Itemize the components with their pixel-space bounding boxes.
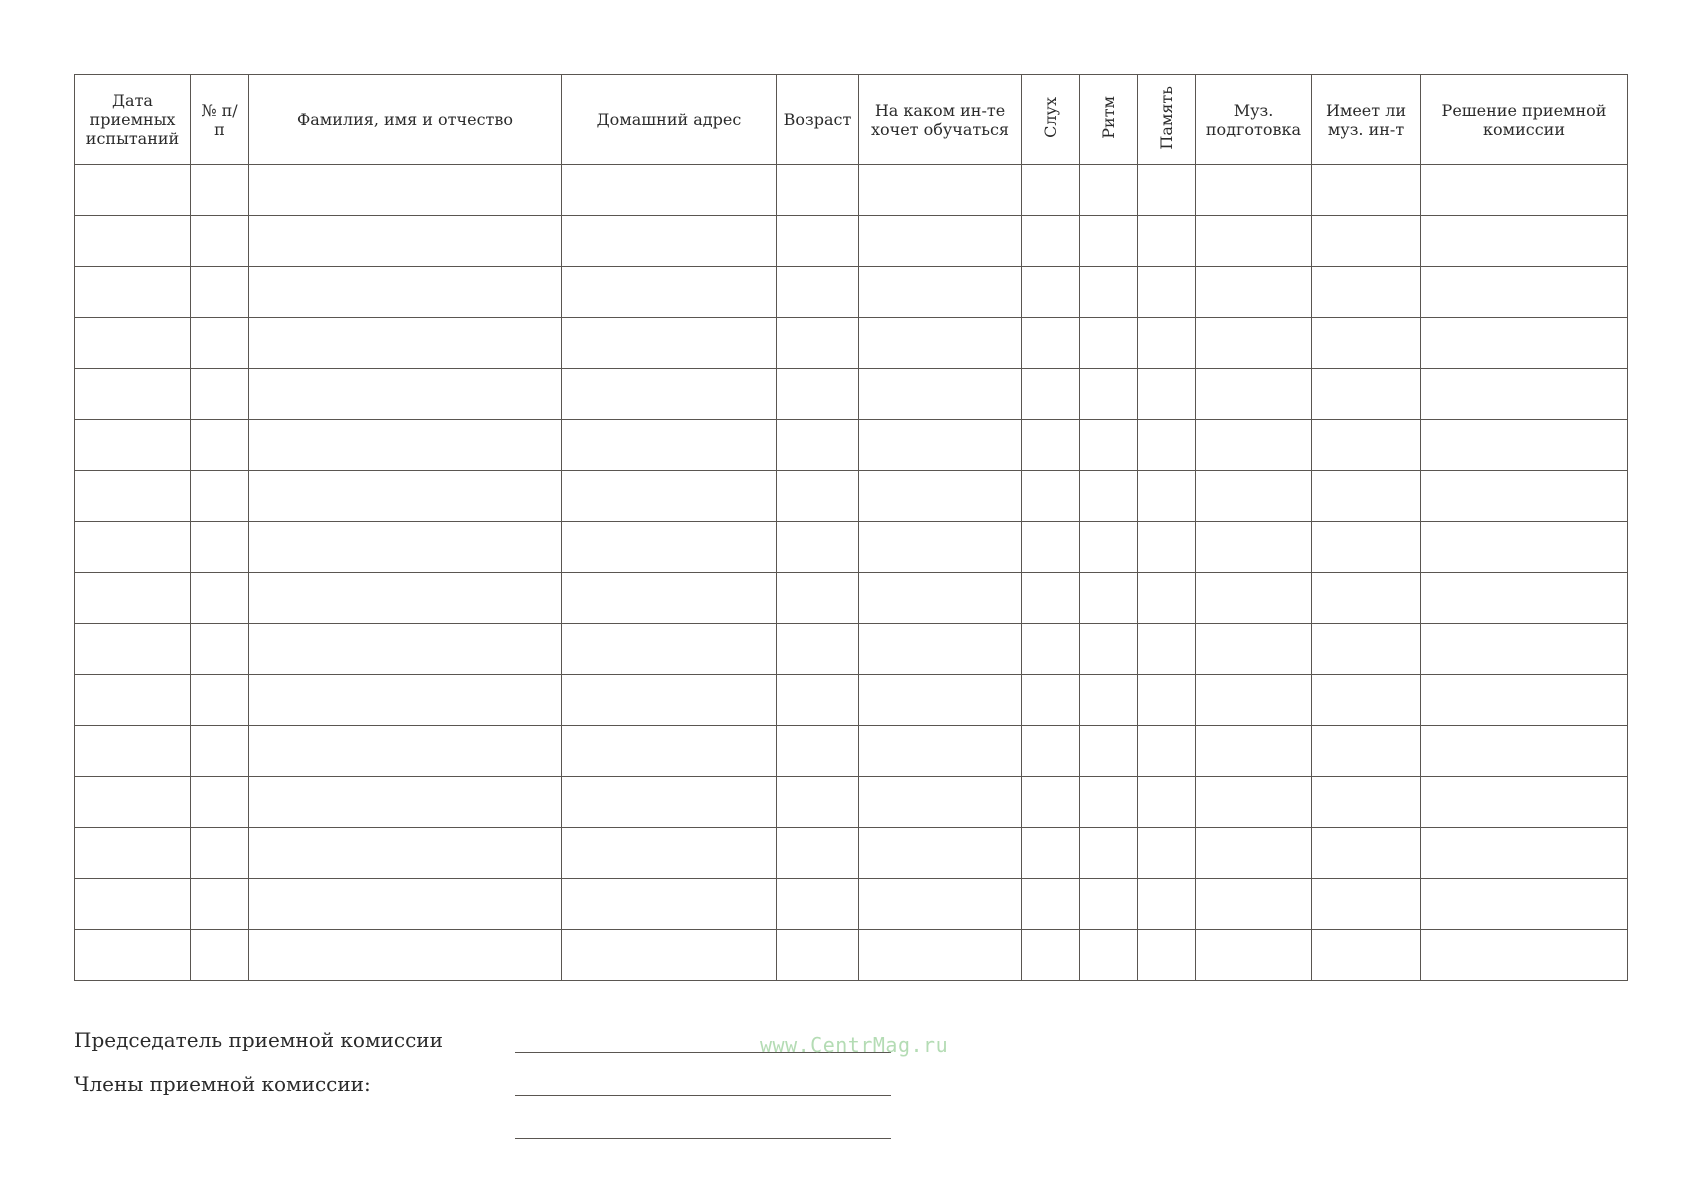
cell-music-prep[interactable] (1196, 420, 1312, 471)
table-row (75, 573, 1628, 624)
cell-has-instrument[interactable] (1312, 624, 1421, 675)
cell-memory[interactable] (1138, 879, 1196, 930)
cell-music-prep[interactable] (1196, 318, 1312, 369)
cell-rhythm[interactable] (1080, 216, 1138, 267)
table-row (75, 471, 1628, 522)
cell-decision[interactable] (1421, 828, 1628, 879)
cell-has-instrument[interactable] (1312, 573, 1421, 624)
table-row (75, 624, 1628, 675)
cell-decision[interactable] (1421, 573, 1628, 624)
col-header-rhythm: Ритм (1080, 75, 1138, 165)
cell-rhythm[interactable] (1080, 930, 1138, 981)
cell-date[interactable] (75, 420, 191, 471)
cell-name[interactable] (249, 624, 562, 675)
cell-instrument[interactable] (859, 165, 1022, 216)
cell-hearing[interactable] (1022, 420, 1080, 471)
cell-instrument[interactable] (859, 879, 1022, 930)
col-header-home-address: Домашний адрес (562, 75, 777, 165)
cell-instrument[interactable] (859, 828, 1022, 879)
cell-num[interactable] (191, 675, 249, 726)
cell-music-prep[interactable] (1196, 930, 1312, 981)
cell-hearing[interactable] (1022, 879, 1080, 930)
table-row (75, 318, 1628, 369)
cell-address[interactable] (562, 675, 777, 726)
chairman-label: Председатель приемной комиссии (74, 1028, 443, 1052)
cell-music-prep[interactable] (1196, 624, 1312, 675)
cell-has-instrument[interactable] (1312, 522, 1421, 573)
cell-age[interactable] (777, 930, 859, 981)
col-header-memory: Память (1138, 75, 1196, 165)
cell-hearing[interactable] (1022, 675, 1080, 726)
cell-instrument[interactable] (859, 522, 1022, 573)
table-row (75, 777, 1628, 828)
cell-music-prep[interactable] (1196, 573, 1312, 624)
cell-address[interactable] (562, 828, 777, 879)
cell-music-prep[interactable] (1196, 522, 1312, 573)
cell-age[interactable] (777, 216, 859, 267)
watermark: www.CentrMag.ru (760, 1033, 949, 1057)
cell-name[interactable] (249, 420, 562, 471)
cell-num[interactable] (191, 420, 249, 471)
table-row (75, 267, 1628, 318)
admission-register-table (74, 74, 1628, 981)
cell-hearing[interactable] (1022, 318, 1080, 369)
cell-hearing[interactable] (1022, 471, 1080, 522)
cell-address[interactable] (562, 318, 777, 369)
cell-num[interactable] (191, 522, 249, 573)
cell-date[interactable] (75, 930, 191, 981)
cell-hearing[interactable] (1022, 369, 1080, 420)
cell-hearing[interactable] (1022, 777, 1080, 828)
cell-memory[interactable] (1138, 267, 1196, 318)
cell-rhythm[interactable] (1080, 369, 1138, 420)
cell-date[interactable] (75, 828, 191, 879)
cell-decision[interactable] (1421, 726, 1628, 777)
cell-decision[interactable] (1421, 624, 1628, 675)
col-header-commission-decision: Решение приемной комиссии (1421, 75, 1628, 165)
cell-date[interactable] (75, 165, 191, 216)
cell-music-prep[interactable] (1196, 165, 1312, 216)
cell-rhythm[interactable] (1080, 471, 1138, 522)
cell-memory[interactable] (1138, 675, 1196, 726)
cell-memory[interactable] (1138, 216, 1196, 267)
cell-has-instrument[interactable] (1312, 777, 1421, 828)
table-row (75, 165, 1628, 216)
cell-address[interactable] (562, 216, 777, 267)
cell-rhythm[interactable] (1080, 522, 1138, 573)
cell-name[interactable] (249, 777, 562, 828)
cell-age[interactable] (777, 318, 859, 369)
cell-hearing[interactable] (1022, 267, 1080, 318)
member-signature-line-2[interactable] (515, 1138, 891, 1139)
cell-date[interactable] (75, 624, 191, 675)
cell-date[interactable] (75, 318, 191, 369)
cell-rhythm[interactable] (1080, 318, 1138, 369)
table-row (75, 522, 1628, 573)
cell-age[interactable] (777, 573, 859, 624)
table-row (75, 879, 1628, 930)
table-row (75, 216, 1628, 267)
cell-music-prep[interactable] (1196, 675, 1312, 726)
cell-address[interactable] (562, 369, 777, 420)
cell-decision[interactable] (1421, 369, 1628, 420)
cell-num[interactable] (191, 267, 249, 318)
cell-age[interactable] (777, 420, 859, 471)
cell-memory[interactable] (1138, 165, 1196, 216)
cell-rhythm[interactable] (1080, 420, 1138, 471)
table-row (75, 675, 1628, 726)
cell-hearing[interactable] (1022, 624, 1080, 675)
col-header-hearing: Слух (1022, 75, 1080, 165)
cell-name[interactable] (249, 675, 562, 726)
cell-hearing[interactable] (1022, 930, 1080, 981)
cell-date[interactable] (75, 879, 191, 930)
table-body (75, 165, 1628, 981)
cell-date[interactable] (75, 675, 191, 726)
cell-num[interactable] (191, 369, 249, 420)
cell-name[interactable] (249, 726, 562, 777)
cell-memory[interactable] (1138, 828, 1196, 879)
cell-decision[interactable] (1421, 471, 1628, 522)
cell-address[interactable] (562, 165, 777, 216)
cell-music-prep[interactable] (1196, 879, 1312, 930)
col-header-full-name: Фамилия, имя и отчество (249, 75, 562, 165)
cell-age[interactable] (777, 879, 859, 930)
cell-memory[interactable] (1138, 369, 1196, 420)
cell-num[interactable] (191, 879, 249, 930)
col-header-has-instrument: Имеет ли муз. ин-т (1312, 75, 1421, 165)
cell-age[interactable] (777, 675, 859, 726)
cell-has-instrument[interactable] (1312, 675, 1421, 726)
cell-has-instrument[interactable] (1312, 216, 1421, 267)
cell-rhythm[interactable] (1080, 267, 1138, 318)
cell-date[interactable] (75, 216, 191, 267)
cell-decision[interactable] (1421, 216, 1628, 267)
cell-date[interactable] (75, 573, 191, 624)
cell-hearing[interactable] (1022, 165, 1080, 216)
cell-num[interactable] (191, 318, 249, 369)
col-header-music-preparation: Муз. подготовка (1196, 75, 1312, 165)
cell-age[interactable] (777, 777, 859, 828)
cell-memory[interactable] (1138, 471, 1196, 522)
cell-rhythm[interactable] (1080, 879, 1138, 930)
cell-age[interactable] (777, 624, 859, 675)
cell-address[interactable] (562, 522, 777, 573)
cell-memory[interactable] (1138, 573, 1196, 624)
cell-date[interactable] (75, 777, 191, 828)
cell-num[interactable] (191, 165, 249, 216)
cell-address[interactable] (562, 573, 777, 624)
cell-hearing[interactable] (1022, 726, 1080, 777)
cell-name[interactable] (249, 522, 562, 573)
cell-decision[interactable] (1421, 420, 1628, 471)
cell-rhythm[interactable] (1080, 777, 1138, 828)
cell-memory[interactable] (1138, 930, 1196, 981)
cell-music-prep[interactable] (1196, 726, 1312, 777)
cell-address[interactable] (562, 420, 777, 471)
cell-age[interactable] (777, 726, 859, 777)
cell-memory[interactable] (1138, 318, 1196, 369)
cell-rhythm[interactable] (1080, 573, 1138, 624)
cell-instrument[interactable] (859, 420, 1022, 471)
cell-date[interactable] (75, 522, 191, 573)
cell-music-prep[interactable] (1196, 777, 1312, 828)
cell-instrument[interactable] (859, 675, 1022, 726)
cell-name[interactable] (249, 471, 562, 522)
cell-num[interactable] (191, 828, 249, 879)
cell-name[interactable] (249, 828, 562, 879)
table-row (75, 828, 1628, 879)
cell-name[interactable] (249, 318, 562, 369)
cell-num[interactable] (191, 624, 249, 675)
col-header-age: Возраст (777, 75, 859, 165)
cell-num[interactable] (191, 216, 249, 267)
cell-address[interactable] (562, 267, 777, 318)
cell-music-prep[interactable] (1196, 216, 1312, 267)
cell-name[interactable] (249, 267, 562, 318)
cell-address[interactable] (562, 930, 777, 981)
cell-instrument[interactable] (859, 471, 1022, 522)
cell-has-instrument[interactable] (1312, 165, 1421, 216)
cell-has-instrument[interactable] (1312, 420, 1421, 471)
cell-decision[interactable] (1421, 879, 1628, 930)
cell-name[interactable] (249, 930, 562, 981)
cell-address[interactable] (562, 471, 777, 522)
cell-instrument[interactable] (859, 930, 1022, 981)
cell-memory[interactable] (1138, 522, 1196, 573)
cell-has-instrument[interactable] (1312, 726, 1421, 777)
table-row (75, 369, 1628, 420)
cell-music-prep[interactable] (1196, 471, 1312, 522)
cell-age[interactable] (777, 828, 859, 879)
cell-hearing[interactable] (1022, 522, 1080, 573)
cell-instrument[interactable] (859, 777, 1022, 828)
cell-has-instrument[interactable] (1312, 879, 1421, 930)
cell-rhythm[interactable] (1080, 165, 1138, 216)
cell-decision[interactable] (1421, 522, 1628, 573)
cell-instrument[interactable] (859, 318, 1022, 369)
cell-age[interactable] (777, 471, 859, 522)
cell-rhythm[interactable] (1080, 624, 1138, 675)
cell-num[interactable] (191, 930, 249, 981)
cell-name[interactable] (249, 165, 562, 216)
cell-age[interactable] (777, 369, 859, 420)
cell-date[interactable] (75, 267, 191, 318)
cell-address[interactable] (562, 879, 777, 930)
cell-has-instrument[interactable] (1312, 369, 1421, 420)
cell-rhythm[interactable] (1080, 726, 1138, 777)
cell-rhythm[interactable] (1080, 675, 1138, 726)
cell-memory[interactable] (1138, 777, 1196, 828)
col-header-date: Дата приемных испытаний (75, 75, 191, 165)
cell-date[interactable] (75, 726, 191, 777)
cell-memory[interactable] (1138, 726, 1196, 777)
cell-address[interactable] (562, 624, 777, 675)
cell-date[interactable] (75, 471, 191, 522)
cell-music-prep[interactable] (1196, 828, 1312, 879)
cell-rhythm[interactable] (1080, 828, 1138, 879)
members-label: Члены приемной комиссии: (74, 1072, 371, 1096)
cell-instrument[interactable] (859, 369, 1022, 420)
cell-age[interactable] (777, 522, 859, 573)
cell-has-instrument[interactable] (1312, 318, 1421, 369)
cell-decision[interactable] (1421, 165, 1628, 216)
cell-decision[interactable] (1421, 930, 1628, 981)
col-header-instrument: На каком ин-те хочет обучаться (859, 75, 1022, 165)
cell-instrument[interactable] (859, 624, 1022, 675)
member-signature-line-1[interactable] (515, 1095, 891, 1096)
cell-num[interactable] (191, 777, 249, 828)
cell-music-prep[interactable] (1196, 369, 1312, 420)
cell-decision[interactable] (1421, 675, 1628, 726)
cell-num[interactable] (191, 573, 249, 624)
cell-num[interactable] (191, 726, 249, 777)
cell-decision[interactable] (1421, 267, 1628, 318)
cell-age[interactable] (777, 165, 859, 216)
cell-memory[interactable] (1138, 420, 1196, 471)
cell-address[interactable] (562, 726, 777, 777)
col-header-number: № п/ п (191, 75, 249, 165)
cell-music-prep[interactable] (1196, 267, 1312, 318)
cell-name[interactable] (249, 573, 562, 624)
cell-name[interactable] (249, 879, 562, 930)
table-row (75, 726, 1628, 777)
table-header-row (75, 75, 1628, 165)
cell-num[interactable] (191, 471, 249, 522)
cell-age[interactable] (777, 267, 859, 318)
table-row (75, 930, 1628, 981)
cell-has-instrument[interactable] (1312, 267, 1421, 318)
cell-hearing[interactable] (1022, 216, 1080, 267)
cell-hearing[interactable] (1022, 573, 1080, 624)
cell-instrument[interactable] (859, 726, 1022, 777)
cell-name[interactable] (249, 216, 562, 267)
cell-has-instrument[interactable] (1312, 930, 1421, 981)
cell-decision[interactable] (1421, 777, 1628, 828)
table-row (75, 420, 1628, 471)
cell-address[interactable] (562, 777, 777, 828)
cell-decision[interactable] (1421, 318, 1628, 369)
cell-date[interactable] (75, 369, 191, 420)
cell-instrument[interactable] (859, 267, 1022, 318)
cell-instrument[interactable] (859, 573, 1022, 624)
cell-instrument[interactable] (859, 216, 1022, 267)
cell-name[interactable] (249, 369, 562, 420)
cell-has-instrument[interactable] (1312, 471, 1421, 522)
cell-hearing[interactable] (1022, 828, 1080, 879)
cell-has-instrument[interactable] (1312, 828, 1421, 879)
cell-memory[interactable] (1138, 624, 1196, 675)
